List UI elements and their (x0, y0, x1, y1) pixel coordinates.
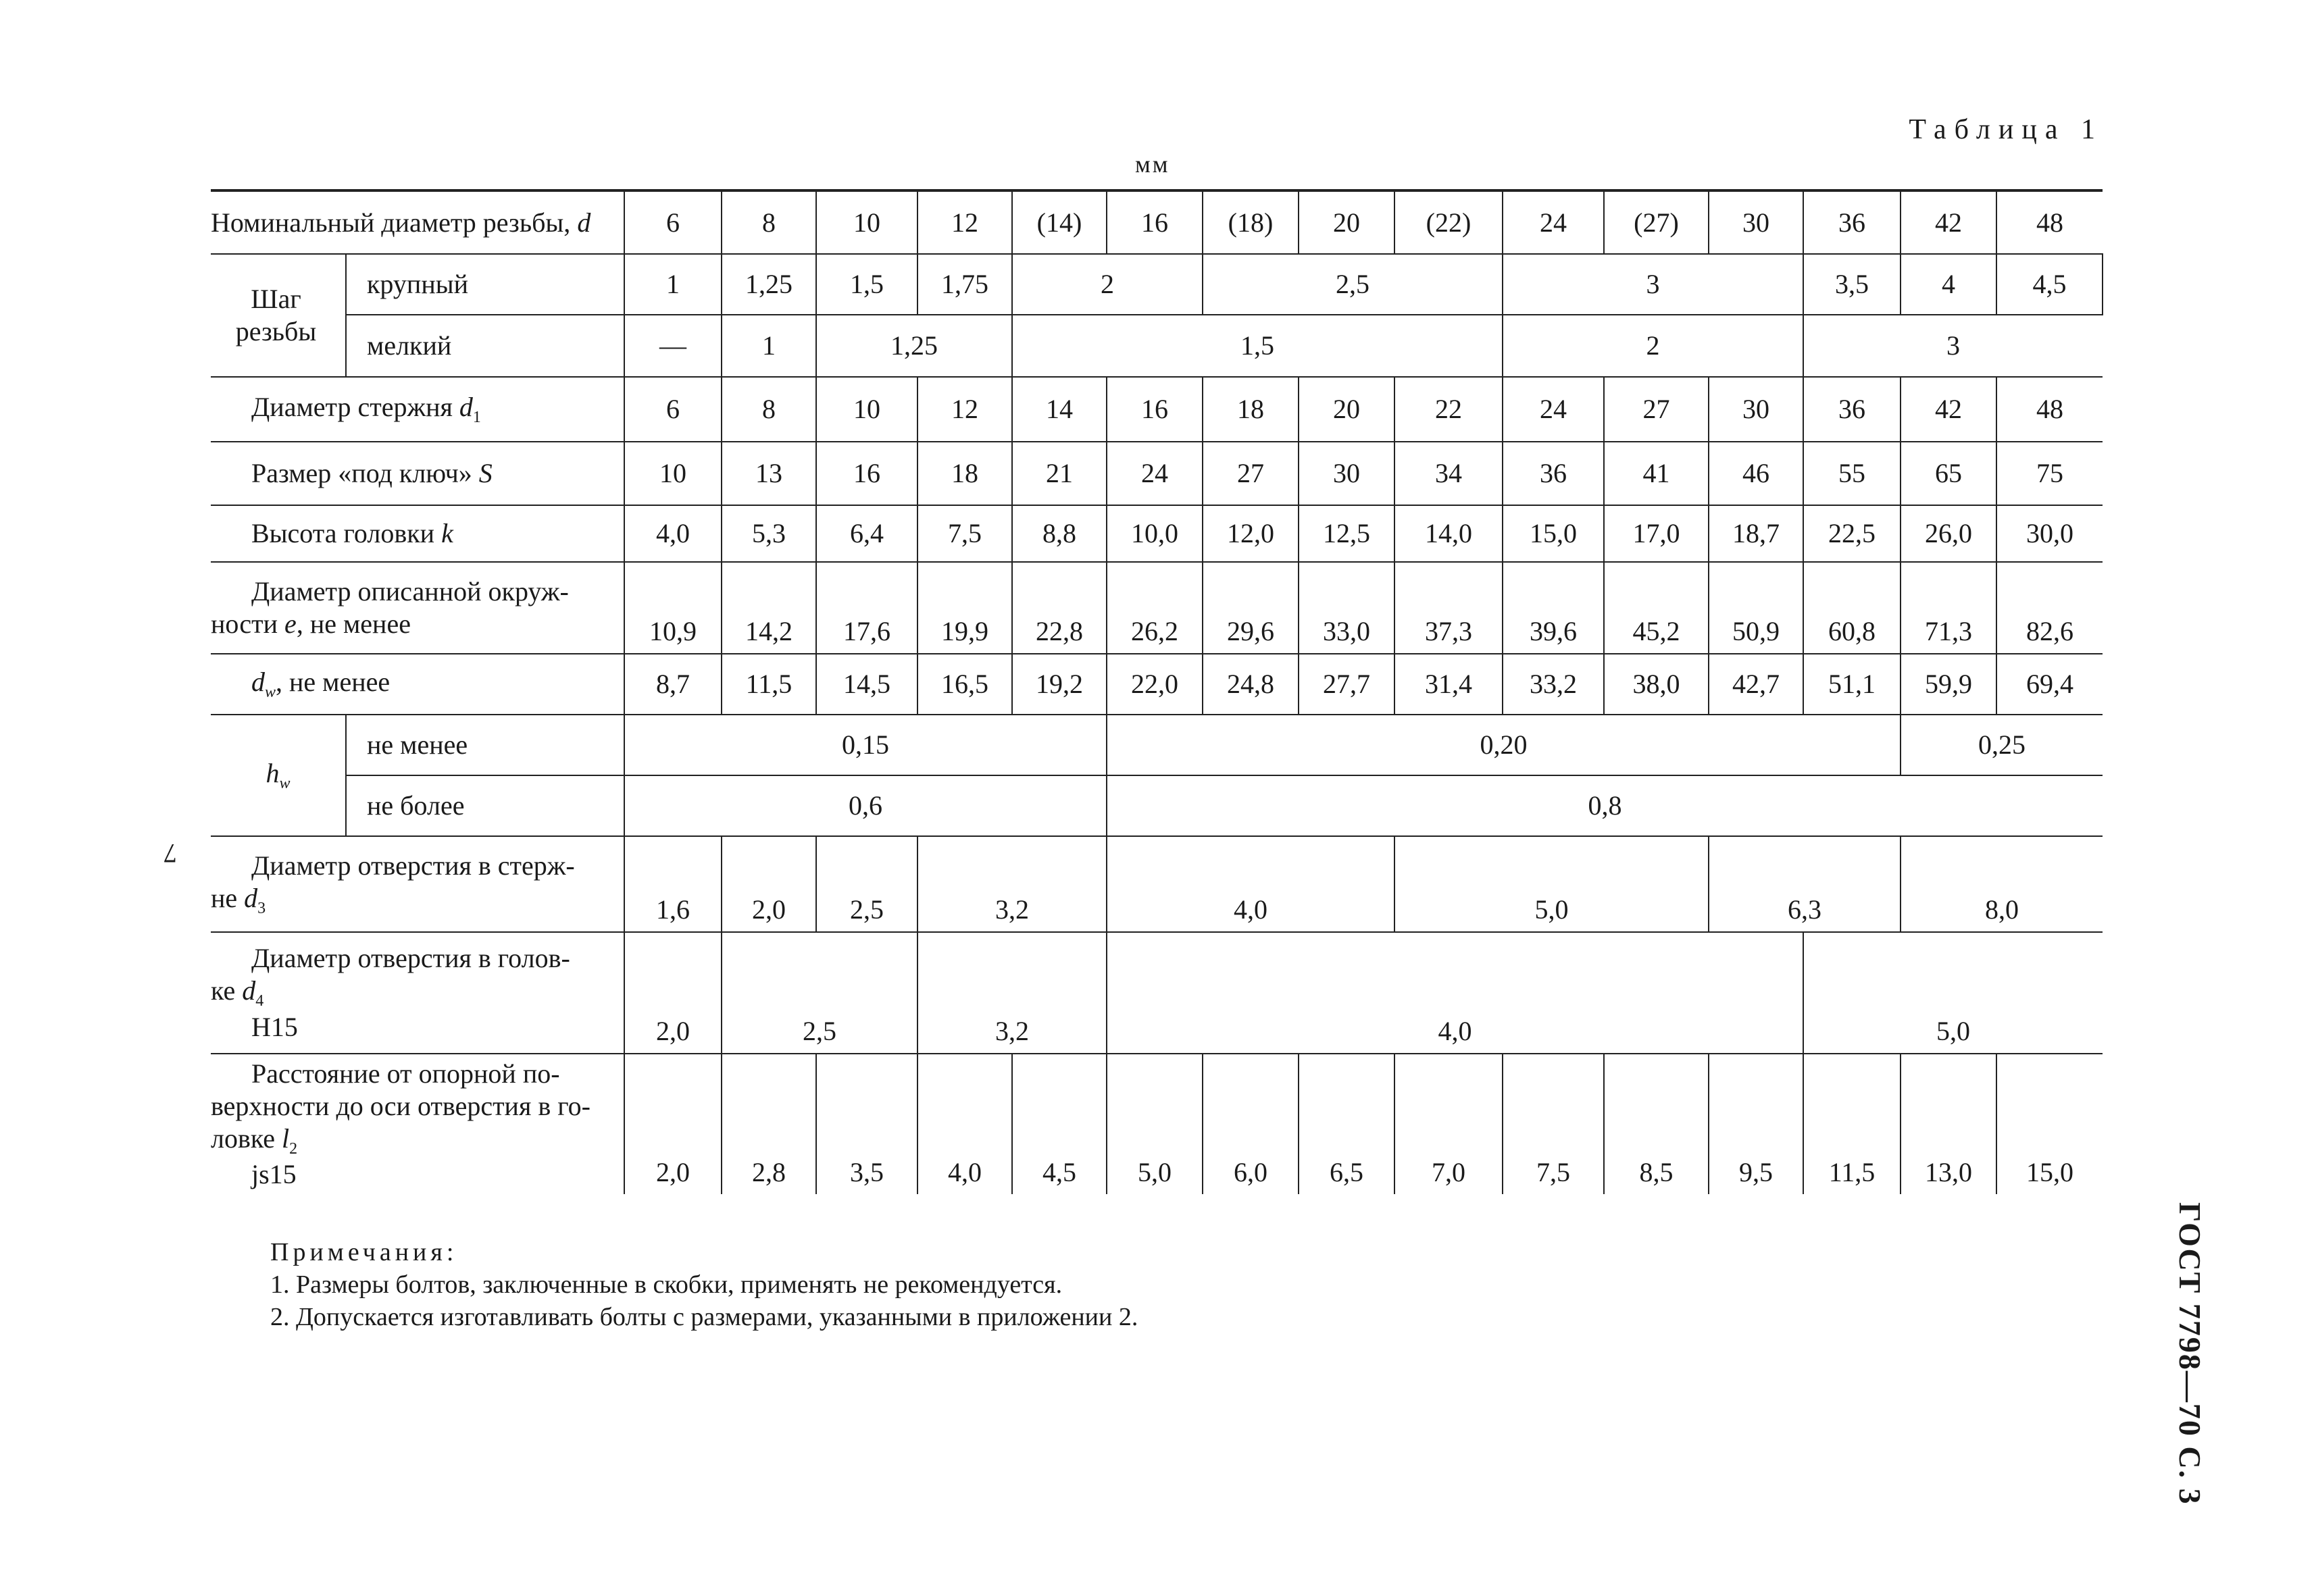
cell: 50,9 (1709, 562, 1803, 654)
cell: 10 (816, 377, 917, 442)
label-head-height: Высота головки k (211, 505, 624, 562)
cell: 39,6 (1503, 562, 1604, 654)
cell: 2,8 (722, 1054, 816, 1194)
cell: 20 (1299, 377, 1394, 442)
cell: 9,5 (1709, 1054, 1803, 1194)
cell: 6,3 (1709, 836, 1901, 932)
row-hole-head (211, 932, 2103, 1054)
note-item: 1. Размеры болтов, заключенные в скобки, применять не рекомендуется. (270, 1270, 1063, 1299)
row-dw (211, 654, 2103, 715)
table-caption: Таблица 1 (1909, 114, 2103, 145)
cell: 6 (624, 190, 722, 254)
cell: — (624, 315, 722, 377)
label-distance-l2: Расстояние от опорной по- верхности до оси отверстия в го- ловке $l_2$ js15 (211, 1054, 624, 1194)
cell: 10,0 (1107, 505, 1203, 562)
cell: 4,5 (1012, 1054, 1107, 1194)
row-hw-min (211, 715, 2103, 775)
cell: 41 (1604, 442, 1709, 505)
label-not-more: не более (346, 775, 624, 836)
cell: 1,25 (722, 254, 816, 315)
cell: 0,25 (1901, 715, 2103, 775)
cell: 17,0 (1604, 505, 1709, 562)
cell: 24 (1107, 442, 1203, 505)
cell: 45,2 (1604, 562, 1709, 654)
label-nominal-diameter: Номинальный диаметр резьбы, d (211, 190, 624, 254)
row-pitch-coarse (211, 254, 2103, 315)
label-pitch: Шаг резьбы (211, 254, 346, 377)
cell: 30 (1299, 442, 1394, 505)
cell: 3,5 (1803, 254, 1901, 315)
running-header: ГОСТ 7798—70 С. 3 (2173, 1202, 2207, 1505)
cell: 3,5 (816, 1054, 917, 1194)
cell: 2,5 (1203, 254, 1503, 315)
cell: 5,0 (1394, 836, 1709, 932)
cell: 1,5 (1012, 315, 1503, 377)
cell: 24,8 (1203, 654, 1299, 715)
row-pitch-fine (211, 315, 2103, 377)
cell: 59,9 (1901, 654, 1996, 715)
cell: 30 (1709, 190, 1803, 254)
cell: 4 (1901, 254, 1996, 315)
cell: 55 (1803, 442, 1901, 505)
cell: 3 (1803, 315, 2103, 377)
cell: 17,6 (816, 562, 917, 654)
cell: 27,7 (1299, 654, 1394, 715)
cell: 22,0 (1107, 654, 1203, 715)
cell: 18 (917, 442, 1012, 505)
cell: 1,6 (624, 836, 722, 932)
cell: 18,7 (1709, 505, 1803, 562)
cell: 6,4 (816, 505, 917, 562)
cell: 2 (1503, 315, 1803, 377)
cell: 7,5 (1503, 1054, 1604, 1194)
notes-heading: Примечания: (270, 1238, 458, 1266)
cell: 0,15 (624, 715, 1107, 775)
label-hole-head: Диаметр отверстия в голов- ке $d_4$ H15 (211, 932, 624, 1054)
cell: 1 (624, 254, 722, 315)
cell: 6,0 (1203, 1054, 1299, 1194)
label-wrench-size: Размер «под ключ» S (211, 442, 624, 505)
label-circumscribed-diameter: Диаметр описанной окруж- ности e, не менее (211, 562, 624, 654)
label-hw: $h_w$ (211, 715, 346, 836)
cell: (27) (1604, 190, 1709, 254)
cell: 22,5 (1803, 505, 1901, 562)
cell: 21 (1012, 442, 1107, 505)
cell: 5,0 (1803, 932, 2103, 1054)
cell: 8,0 (1901, 836, 2103, 932)
cell: 24 (1503, 190, 1604, 254)
cell: 18 (1203, 377, 1299, 442)
cell: 7,0 (1394, 1054, 1503, 1194)
cell: 3 (1503, 254, 1803, 315)
page-number: 7 (164, 838, 177, 869)
cell: 6,5 (1299, 1054, 1394, 1194)
cell: 51,1 (1803, 654, 1901, 715)
cell: 36 (1803, 377, 1901, 442)
cell: 75 (1996, 442, 2103, 505)
cell: 16 (816, 442, 917, 505)
cell: 26,2 (1107, 562, 1203, 654)
cell: 5,3 (722, 505, 816, 562)
cell: 4,0 (1107, 836, 1394, 932)
cell: 0,8 (1107, 775, 2103, 836)
cell: 8 (722, 190, 816, 254)
cell: 46 (1709, 442, 1803, 505)
cell: 12 (917, 377, 1012, 442)
cell: 13,0 (1901, 1054, 1996, 1194)
cell: 60,8 (1803, 562, 1901, 654)
cell: 20 (1299, 190, 1394, 254)
row-circumscribed-diameter (211, 562, 2103, 654)
label-dw: $d_w$, не менее (211, 654, 624, 715)
notes (270, 1236, 1138, 1333)
cell: (22) (1394, 190, 1503, 254)
cell: 8,7 (624, 654, 722, 715)
cell: 2 (1012, 254, 1203, 315)
cell: 37,3 (1394, 562, 1503, 654)
cell: 1 (722, 315, 816, 377)
cell: 1,5 (816, 254, 917, 315)
cell: 2,5 (816, 836, 917, 932)
cell: 65 (1901, 442, 1996, 505)
row-head-height (211, 505, 2103, 562)
cell: 71,3 (1901, 562, 1996, 654)
cell: 24 (1503, 377, 1604, 442)
cell: 69,4 (1996, 654, 2103, 715)
label-shank-diameter: Диаметр стержня $d_1$ (211, 377, 624, 442)
cell: 82,6 (1996, 562, 2103, 654)
cell: 8,8 (1012, 505, 1107, 562)
cell: 2,0 (624, 932, 722, 1054)
cell: 1,25 (816, 315, 1012, 377)
cell: 0,20 (1107, 715, 1901, 775)
note-item: 2. Допускается изготавливать болты с размерами, указанными в приложении 2. (270, 1303, 1138, 1331)
cell: 10 (624, 442, 722, 505)
cell: 42 (1901, 190, 1996, 254)
cell: 1,75 (917, 254, 1012, 315)
cell: 29,6 (1203, 562, 1299, 654)
cell: 27 (1604, 377, 1709, 442)
cell: 19,2 (1012, 654, 1107, 715)
cell: 30,0 (1996, 505, 2103, 562)
cell: 10 (816, 190, 917, 254)
row-nominal-diameter (211, 190, 2103, 254)
cell: 15,0 (1996, 1054, 2103, 1194)
cell: 3,2 (917, 932, 1107, 1054)
cell: 6 (624, 377, 722, 442)
bolt-dimensions-table (211, 189, 2103, 1194)
cell: 13 (722, 442, 816, 505)
cell: 26,0 (1901, 505, 1996, 562)
cell: 2,0 (722, 836, 816, 932)
row-distance-l2 (211, 1054, 2103, 1194)
cell: 2,5 (722, 932, 917, 1054)
cell: 11,5 (722, 654, 816, 715)
cell: 8,5 (1604, 1054, 1709, 1194)
cell: 4,0 (624, 505, 722, 562)
cell: 14,5 (816, 654, 917, 715)
cell: 12,5 (1299, 505, 1394, 562)
cell: 42,7 (1709, 654, 1803, 715)
cell: 34 (1394, 442, 1503, 505)
cell: 22,8 (1012, 562, 1107, 654)
cell: 0,6 (624, 775, 1107, 836)
cell: 19,9 (917, 562, 1012, 654)
cell: 42 (1901, 377, 1996, 442)
cell: 2,0 (624, 1054, 722, 1194)
cell: 3,2 (917, 836, 1107, 932)
cell: 16 (1107, 377, 1203, 442)
cell: 8 (722, 377, 816, 442)
cell: 33,0 (1299, 562, 1394, 654)
cell: 14,0 (1394, 505, 1503, 562)
cell: 14 (1012, 377, 1107, 442)
cell: 22 (1394, 377, 1503, 442)
cell: 48 (1996, 377, 2103, 442)
cell: 36 (1803, 190, 1901, 254)
cell: 12,0 (1203, 505, 1299, 562)
cell: 7,5 (917, 505, 1012, 562)
cell: 30 (1709, 377, 1803, 442)
label-coarse: крупный (346, 254, 624, 315)
cell: 15,0 (1503, 505, 1604, 562)
cell: 38,0 (1604, 654, 1709, 715)
row-shank-diameter (211, 377, 2103, 442)
label-not-less: не менее (346, 715, 624, 775)
cell: 12 (917, 190, 1012, 254)
cell: 11,5 (1803, 1054, 1901, 1194)
cell: 36 (1503, 442, 1604, 505)
cell: 5,0 (1107, 1054, 1203, 1194)
cell: 4,0 (1107, 932, 1803, 1054)
cell: 4,0 (917, 1054, 1012, 1194)
label-fine: мелкий (346, 315, 624, 377)
row-hole-shank (211, 836, 2103, 932)
cell: 31,4 (1394, 654, 1503, 715)
units-label: мм (1135, 151, 1170, 178)
cell: 27 (1203, 442, 1299, 505)
cell: 4,5 (1996, 254, 2103, 315)
cell: 33,2 (1503, 654, 1604, 715)
label-hole-shank: Диаметр отверстия в стерж- не $d_3$ (211, 836, 624, 932)
cell: (18) (1203, 190, 1299, 254)
cell: 16 (1107, 190, 1203, 254)
row-wrench-size (211, 442, 2103, 505)
cell: (14) (1012, 190, 1107, 254)
row-hw-max (211, 775, 2103, 836)
cell: 48 (1996, 190, 2103, 254)
cell: 14,2 (722, 562, 816, 654)
cell: 16,5 (917, 654, 1012, 715)
cell: 10,9 (624, 562, 722, 654)
